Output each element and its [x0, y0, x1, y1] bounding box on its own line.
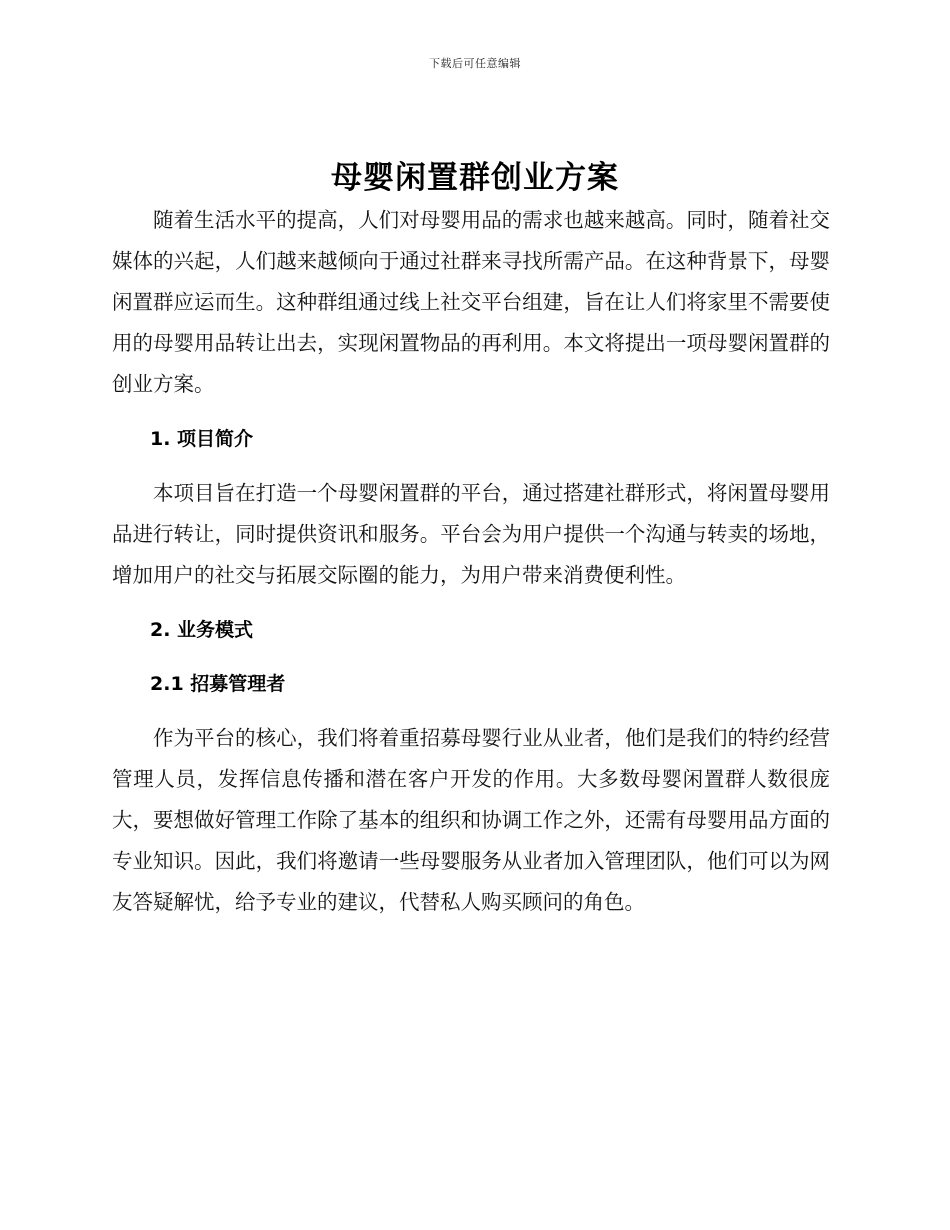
spacer: [112, 460, 830, 473]
subsection-heading-recruit-managers: 2.1 招募管理者: [150, 673, 286, 695]
spacer: [112, 705, 830, 718]
recruit-managers-paragraph: 作为平台的核心，我们将着重招募母婴行业从业者，他们是我们的特约经营管理人员，发挥信息传播和潜在客户开发的作用。大多数母婴闲置群人数很庞大，要想做好管理工作除了基本的组织和协调工作之外，还需有母婴用品方面的专业知识。因此，我们将邀请一些母婴服务从业者加入管理团队，他们可以为网友答疑解忧，给予专业的建议，代替私人购买顾问的角色。: [112, 726, 830, 914]
section-heading-business-model: 2. 业务模式: [150, 619, 254, 641]
section-heading-project-intro: 1. 项目简介: [150, 428, 254, 450]
document-title: 母婴闲置群创业方案: [331, 160, 619, 196]
page-header-note: 下载后可任意编辑: [429, 57, 521, 70]
intro-paragraph: 随着生活水平的提高，人们对母婴用品的需求也越来越高。同时，随着社交媒体的兴起，人们越来越倾向于通过社群来寻找所需产品。在这种背景下，母婴闲置群应运而生。这种群组通过线上社交平台组建，旨在让人们将家里不需要使用的母婴用品转让出去，实现闲置物品的再利用。本文将提出一项母婴闲置群的创业方案。: [112, 208, 830, 396]
spacer: [112, 596, 830, 610]
document-body: [112, 200, 830, 923]
spacer: [112, 405, 830, 419]
spacer: [112, 651, 830, 664]
project-intro-paragraph: 本项目旨在打造一个母婴闲置群的平台，通过搭建社群形式，将闲置母婴用品进行转让，同时提供资讯和服务。平台会为用户提供一个沟通与转卖的场地，增加用户的社交与拓展交际圈的能力，为用户带来消费便利性。: [112, 481, 830, 587]
